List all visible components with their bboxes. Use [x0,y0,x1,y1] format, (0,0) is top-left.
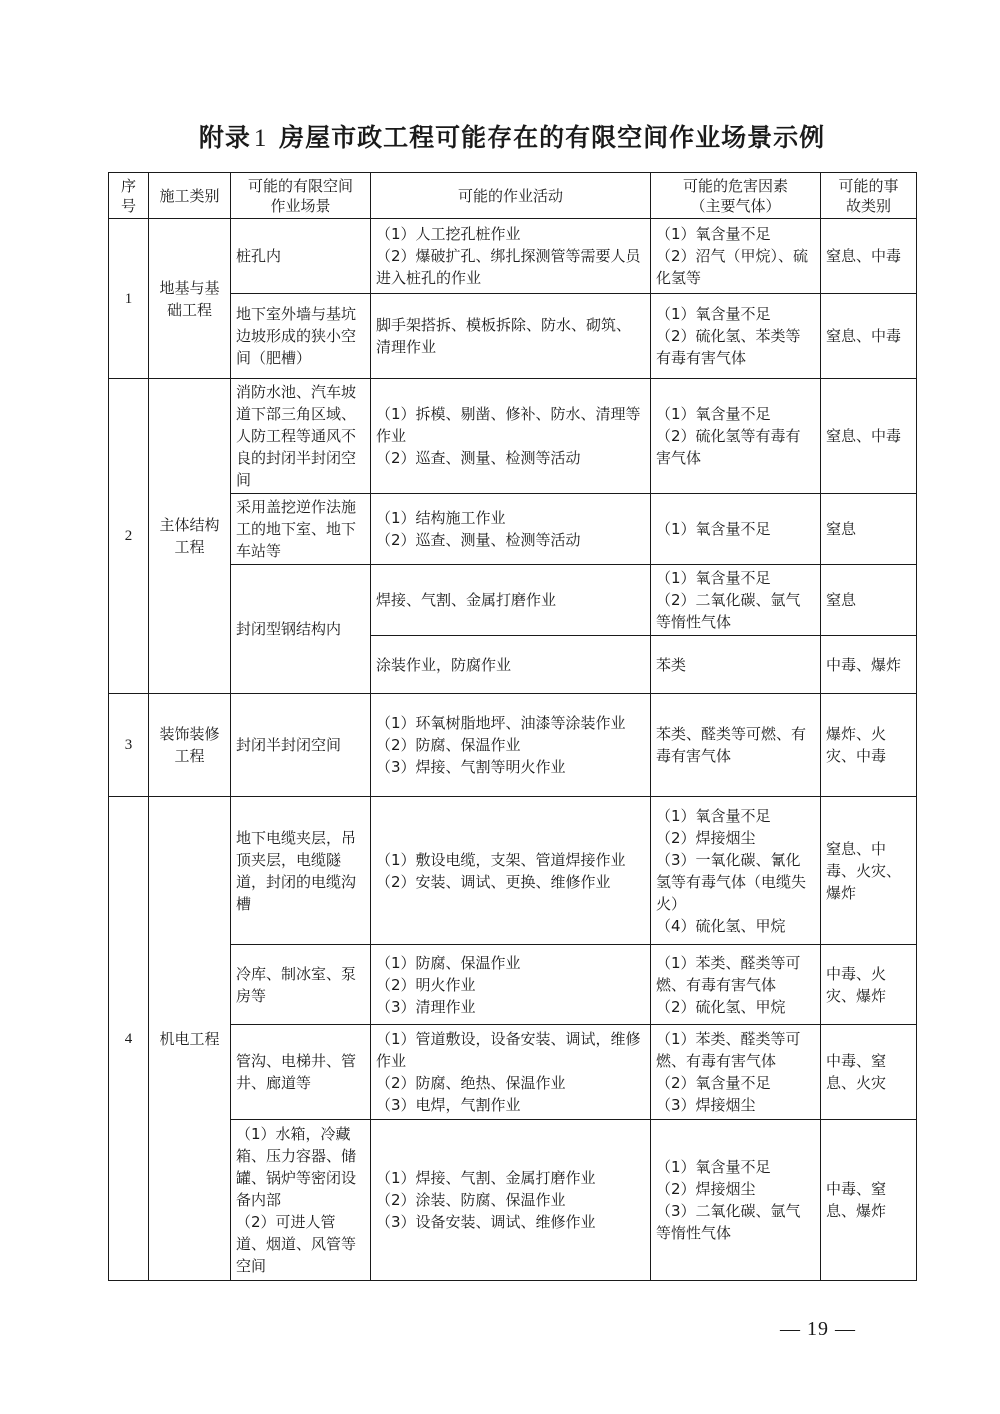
header-accident: 可能的事 故类别 [821,173,917,219]
table-row [109,945,917,1025]
scene-cell: 地下电缆夹层，吊顶夹层，电缆隧道，封闭的电缆沟槽 [231,797,371,945]
hazard-cell: （1）氧含量不足 （2）硫化氢、苯类等有毒有害气体 [651,294,821,379]
table-row [109,294,917,379]
page-number: — 19 — [780,1318,856,1340]
activity-cell: 涂装作业，防腐作业 [371,636,651,694]
hazard-cell: 苯类 [651,636,821,694]
scene-cell: 桩孔内 [231,219,371,294]
scene-cell: 封闭半封闭空间 [231,694,371,797]
hazard-cell: （1）氧含量不足 （2）二氧化碳、氩气等惰性气体 [651,565,821,636]
activity-cell: （1）管道敷设，设备安装、调试，维修作业 （2）防腐、绝热、保温作业 （3）电焊，气割作业 [371,1025,651,1120]
accident-cell: 窒息 [821,494,917,565]
header-hazard: 可能的危害因素 （主要气体） [651,173,821,219]
table-row [109,797,917,945]
category-cell: 主体结构 工程 [149,379,231,694]
scene-cell: （1）水箱，冷藏箱、压力容器、储罐、锅炉等密闭设备内部 （2）可进人管道、烟道、风管等空间 [231,1120,371,1281]
accident-cell: 窒息、中毒 [821,219,917,294]
activity-cell: （1）焊接、气割、金属打磨作业 （2）涂装、防腐、保温作业 （3）设备安装、调试、维修作业 [371,1120,651,1281]
activity-cell: 脚手架搭拆、模板拆除、防水、砌筑、清理作业 [371,294,651,379]
scene-cell: 冷库、制冰室、泵房等 [231,945,371,1025]
accident-cell: 中毒、火灾、爆炸 [821,945,917,1025]
table-row [109,1025,917,1120]
accident-cell: 窒息 [821,565,917,636]
seq-cell: 3 [109,694,149,797]
hazard-cell: （1）氧含量不足 （2）焊接烟尘 （3）一氧化碳、氰化氢等有毒气体（电缆失火） （4）硫化氢、甲烷 [651,797,821,945]
table-row [109,494,917,565]
header-category: 施工类别 [149,173,231,219]
table-row [109,694,917,797]
header-scene: 可能的有限空间 作业场景 [231,173,371,219]
hazard-cell: （1）苯类、醛类等可燃、有毒有害气体 （2）氧含量不足 （3）焊接烟尘 [651,1025,821,1120]
activity-cell: （1）拆模、剔凿、修补、防水、清理等作业 （2）巡查、测量、检测等活动 [371,379,651,494]
seq-cell: 4 [109,797,149,1281]
accident-cell: 中毒、窒息、爆炸 [821,1120,917,1281]
table-row [109,565,917,636]
hazard-cell: 苯类、醛类等可燃、有毒有害气体 [651,694,821,797]
table-row [109,219,917,294]
table-row [109,1120,917,1281]
accident-cell: 窒息、中毒 [821,294,917,379]
seq-cell: 1 [109,219,149,379]
accident-cell: 中毒、爆炸 [821,636,917,694]
activity-cell: （1）防腐、保温作业 （2）明火作业 （3）清理作业 [371,945,651,1025]
accident-cell: 爆炸、火灾、中毒 [821,694,917,797]
scene-cell: 封闭型钢结构内 [231,565,371,694]
scene-cell: 管沟、电梯井、管井、廊道等 [231,1025,371,1120]
header-seq: 序 号 [109,173,149,219]
scene-cell: 地下室外墙与基坑边坡形成的狭小空间（肥槽） [231,294,371,379]
accident-cell: 窒息、中毒 [821,379,917,494]
scenario-table [108,172,917,1281]
hazard-cell: （1）苯类、醛类等可燃、有毒有害气体 （2）硫化氢、甲烷 [651,945,821,1025]
activity-cell: 焊接、气割、金属打磨作业 [371,565,651,636]
hazard-cell: （1）氧含量不足 （2）硫化氢等有毒有害气体 [651,379,821,494]
category-cell: 装饰装修 工程 [149,694,231,797]
hazard-cell: （1）氧含量不足 [651,494,821,565]
page-title: 附录 1 房屋市政工程可能存在的有限空间作业场景示例 [198,123,826,152]
table-row [109,379,917,494]
scene-cell: 采用盖挖逆作法施工的地下室、地下车站等 [231,494,371,565]
seq-cell: 2 [109,379,149,694]
accident-cell: 窒息、中毒、火灾、爆炸 [821,797,917,945]
scene-cell: 消防水池、汽车坡道下部三角区域、人防工程等通风不良的封闭半封闭空间 [231,379,371,494]
table-header-row [109,173,917,219]
hazard-cell: （1）氧含量不足 （2）沼气（甲烷）、硫化氢等 [651,219,821,294]
activity-cell: （1）结构施工作业 （2）巡查、测量、检测等活动 [371,494,651,565]
hazard-cell: （1）氧含量不足 （2）焊接烟尘 （3）二氧化碳、氩气等惰性气体 [651,1120,821,1281]
activity-cell: （1）环氧树脂地坪、油漆等涂装作业 （2）防腐、保温作业 （3）焊接、气割等明火作业 [371,694,651,797]
header-activity: 可能的作业活动 [371,173,651,219]
activity-cell: （1）敷设电缆，支架、管道焊接作业 （2）安装、调试、更换、维修作业 [371,797,651,945]
category-cell: 地基与基 础工程 [149,219,231,379]
activity-cell: （1）人工挖孔桩作业 （2）爆破扩孔、绑扎探测管等需要人员进入桩孔的作业 [371,219,651,294]
category-cell: 机电工程 [149,797,231,1281]
accident-cell: 中毒、窒息、火灾 [821,1025,917,1120]
